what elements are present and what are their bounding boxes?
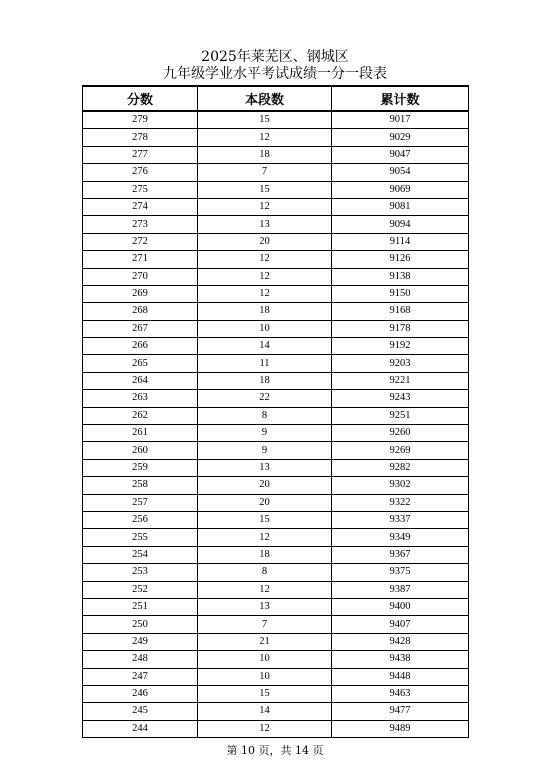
table-header-row (83, 86, 469, 111)
score-cell: 271 (83, 251, 198, 268)
score-cell: 261 (83, 425, 198, 442)
cumulative-count-cell: 9438 (332, 651, 469, 668)
segment-count-cell: 20 (198, 233, 332, 250)
cumulative-count-cell: 9178 (332, 320, 469, 337)
table-row (83, 651, 469, 668)
score-cell: 256 (83, 511, 198, 528)
cumulative-count-cell: 9150 (332, 285, 469, 302)
segment-count-cell: 15 (198, 181, 332, 198)
cumulative-count-cell: 9375 (332, 564, 469, 581)
table-row (83, 668, 469, 685)
segment-count-cell: 21 (198, 633, 332, 650)
segment-count-cell: 18 (198, 372, 332, 389)
score-cell: 263 (83, 390, 198, 407)
score-distribution-table (82, 85, 469, 738)
segment-count-cell: 15 (198, 511, 332, 528)
cumulative-count-cell: 9192 (332, 338, 469, 355)
segment-count-cell: 7 (198, 616, 332, 633)
segment-count-cell: 12 (198, 720, 332, 737)
segment-count-cell: 10 (198, 668, 332, 685)
segment-count-cell: 20 (198, 477, 332, 494)
cumulative-count-cell: 9407 (332, 616, 469, 633)
cumulative-count-cell: 9448 (332, 668, 469, 685)
score-cell: 246 (83, 685, 198, 702)
cumulative-count-cell: 9094 (332, 216, 469, 233)
cumulative-count-cell: 9138 (332, 268, 469, 285)
segment-count-cell: 13 (198, 598, 332, 615)
cumulative-count-cell: 9243 (332, 390, 469, 407)
segment-count-cell: 12 (198, 581, 332, 598)
segment-count-cell: 7 (198, 164, 332, 181)
segment-count-cell: 12 (198, 268, 332, 285)
cumulative-count-cell: 9387 (332, 581, 469, 598)
table-row (83, 303, 469, 320)
table-row (83, 494, 469, 511)
table-row (83, 425, 469, 442)
segment-count-cell: 15 (198, 111, 332, 129)
score-cell: 264 (83, 372, 198, 389)
score-cell: 245 (83, 703, 198, 720)
cumulative-count-cell: 9282 (332, 459, 469, 476)
table-row (83, 407, 469, 424)
score-cell: 270 (83, 268, 198, 285)
table-row (83, 338, 469, 355)
segment-count-cell: 12 (198, 198, 332, 215)
table-row (83, 164, 469, 181)
table-row (83, 581, 469, 598)
score-cell: 254 (83, 546, 198, 563)
cumulative-count-cell: 9081 (332, 198, 469, 215)
score-cell: 257 (83, 494, 198, 511)
score-cell: 268 (83, 303, 198, 320)
score-cell: 275 (83, 181, 198, 198)
segment-count-cell: 14 (198, 338, 332, 355)
score-cell: 255 (83, 529, 198, 546)
segment-count-cell: 14 (198, 703, 332, 720)
table-row (83, 216, 469, 233)
segment-count-cell: 15 (198, 685, 332, 702)
table-row (83, 529, 469, 546)
table-row (83, 111, 469, 129)
cumulative-count-cell: 9069 (332, 181, 469, 198)
table-row (83, 720, 469, 737)
cumulative-count-cell: 9477 (332, 703, 469, 720)
score-cell: 252 (83, 581, 198, 598)
segment-count-cell: 18 (198, 146, 332, 163)
score-cell: 251 (83, 598, 198, 615)
table-row (83, 268, 469, 285)
score-cell: 265 (83, 355, 198, 372)
segment-count-cell: 12 (198, 251, 332, 268)
table-row (83, 616, 469, 633)
score-cell: 272 (83, 233, 198, 250)
cumulative-count-cell: 9203 (332, 355, 469, 372)
score-cell: 269 (83, 285, 198, 302)
segment-count-cell: 20 (198, 494, 332, 511)
cumulative-count-cell: 9126 (332, 251, 469, 268)
table-row (83, 390, 469, 407)
score-cell: 274 (83, 198, 198, 215)
table-row (83, 320, 469, 337)
cumulative-count-cell: 9349 (332, 529, 469, 546)
column-header-score: 分数 (83, 86, 198, 111)
table-row (83, 598, 469, 615)
cumulative-count-cell: 9168 (332, 303, 469, 320)
cumulative-count-cell: 9337 (332, 511, 469, 528)
score-cell: 253 (83, 564, 198, 581)
segment-count-cell: 9 (198, 442, 332, 459)
table-row (83, 181, 469, 198)
table-row (83, 198, 469, 215)
table-row (83, 129, 469, 146)
segment-count-cell: 10 (198, 651, 332, 668)
table-row (83, 459, 469, 476)
segment-count-cell: 8 (198, 407, 332, 424)
score-cell: 260 (83, 442, 198, 459)
cumulative-count-cell: 9302 (332, 477, 469, 494)
table-row (83, 251, 469, 268)
cumulative-count-cell: 9029 (332, 129, 469, 146)
score-cell: 259 (83, 459, 198, 476)
table-row (83, 442, 469, 459)
score-cell: 249 (83, 633, 198, 650)
score-cell: 276 (83, 164, 198, 181)
score-cell: 266 (83, 338, 198, 355)
segment-count-cell: 8 (198, 564, 332, 581)
score-cell: 273 (83, 216, 198, 233)
score-cell: 244 (83, 720, 198, 737)
table-row (83, 633, 469, 650)
segment-count-cell: 18 (198, 303, 332, 320)
cumulative-count-cell: 9054 (332, 164, 469, 181)
cumulative-count-cell: 9322 (332, 494, 469, 511)
score-cell: 258 (83, 477, 198, 494)
score-cell: 277 (83, 146, 198, 163)
segment-count-cell: 9 (198, 425, 332, 442)
cumulative-count-cell: 9260 (332, 425, 469, 442)
table-row (83, 703, 469, 720)
score-cell: 247 (83, 668, 198, 685)
table-row (83, 233, 469, 250)
table-row (83, 511, 469, 528)
table-row (83, 372, 469, 389)
cumulative-count-cell: 9017 (332, 111, 469, 129)
cumulative-count-cell: 9400 (332, 598, 469, 615)
table-body (83, 111, 469, 738)
cumulative-count-cell: 9367 (332, 546, 469, 563)
table-row (83, 477, 469, 494)
segment-count-cell: 18 (198, 546, 332, 563)
cumulative-count-cell: 9463 (332, 685, 469, 702)
cumulative-count-cell: 9114 (332, 233, 469, 250)
cumulative-count-cell: 9428 (332, 633, 469, 650)
segment-count-cell: 12 (198, 129, 332, 146)
document-title: 2025年莱芜区、钢城区 (201, 49, 349, 65)
table-row (83, 564, 469, 581)
segment-count-cell: 13 (198, 459, 332, 476)
segment-count-cell: 12 (198, 529, 332, 546)
cumulative-count-cell: 9489 (332, 720, 469, 737)
cumulative-count-cell: 9221 (332, 372, 469, 389)
segment-count-cell: 12 (198, 285, 332, 302)
column-header-cumulative: 累计数 (332, 86, 469, 111)
table-row (83, 546, 469, 563)
table-row (83, 146, 469, 163)
score-cell: 262 (83, 407, 198, 424)
table-row (83, 285, 469, 302)
document-subtitle: 九年级学业水平考试成绩一分一段表 (163, 66, 387, 82)
score-cell: 279 (83, 111, 198, 129)
segment-count-cell: 13 (198, 216, 332, 233)
cumulative-count-cell: 9251 (332, 407, 469, 424)
score-cell: 278 (83, 129, 198, 146)
table-row (83, 685, 469, 702)
table-row (83, 355, 469, 372)
column-header-count: 本段数 (198, 86, 332, 111)
segment-count-cell: 10 (198, 320, 332, 337)
score-cell: 250 (83, 616, 198, 633)
cumulative-count-cell: 9269 (332, 442, 469, 459)
segment-count-cell: 11 (198, 355, 332, 372)
score-cell: 248 (83, 651, 198, 668)
cumulative-count-cell: 9047 (332, 146, 469, 163)
score-cell: 267 (83, 320, 198, 337)
segment-count-cell: 22 (198, 390, 332, 407)
page-number: 第 10 页，共 14 页 (226, 744, 324, 757)
